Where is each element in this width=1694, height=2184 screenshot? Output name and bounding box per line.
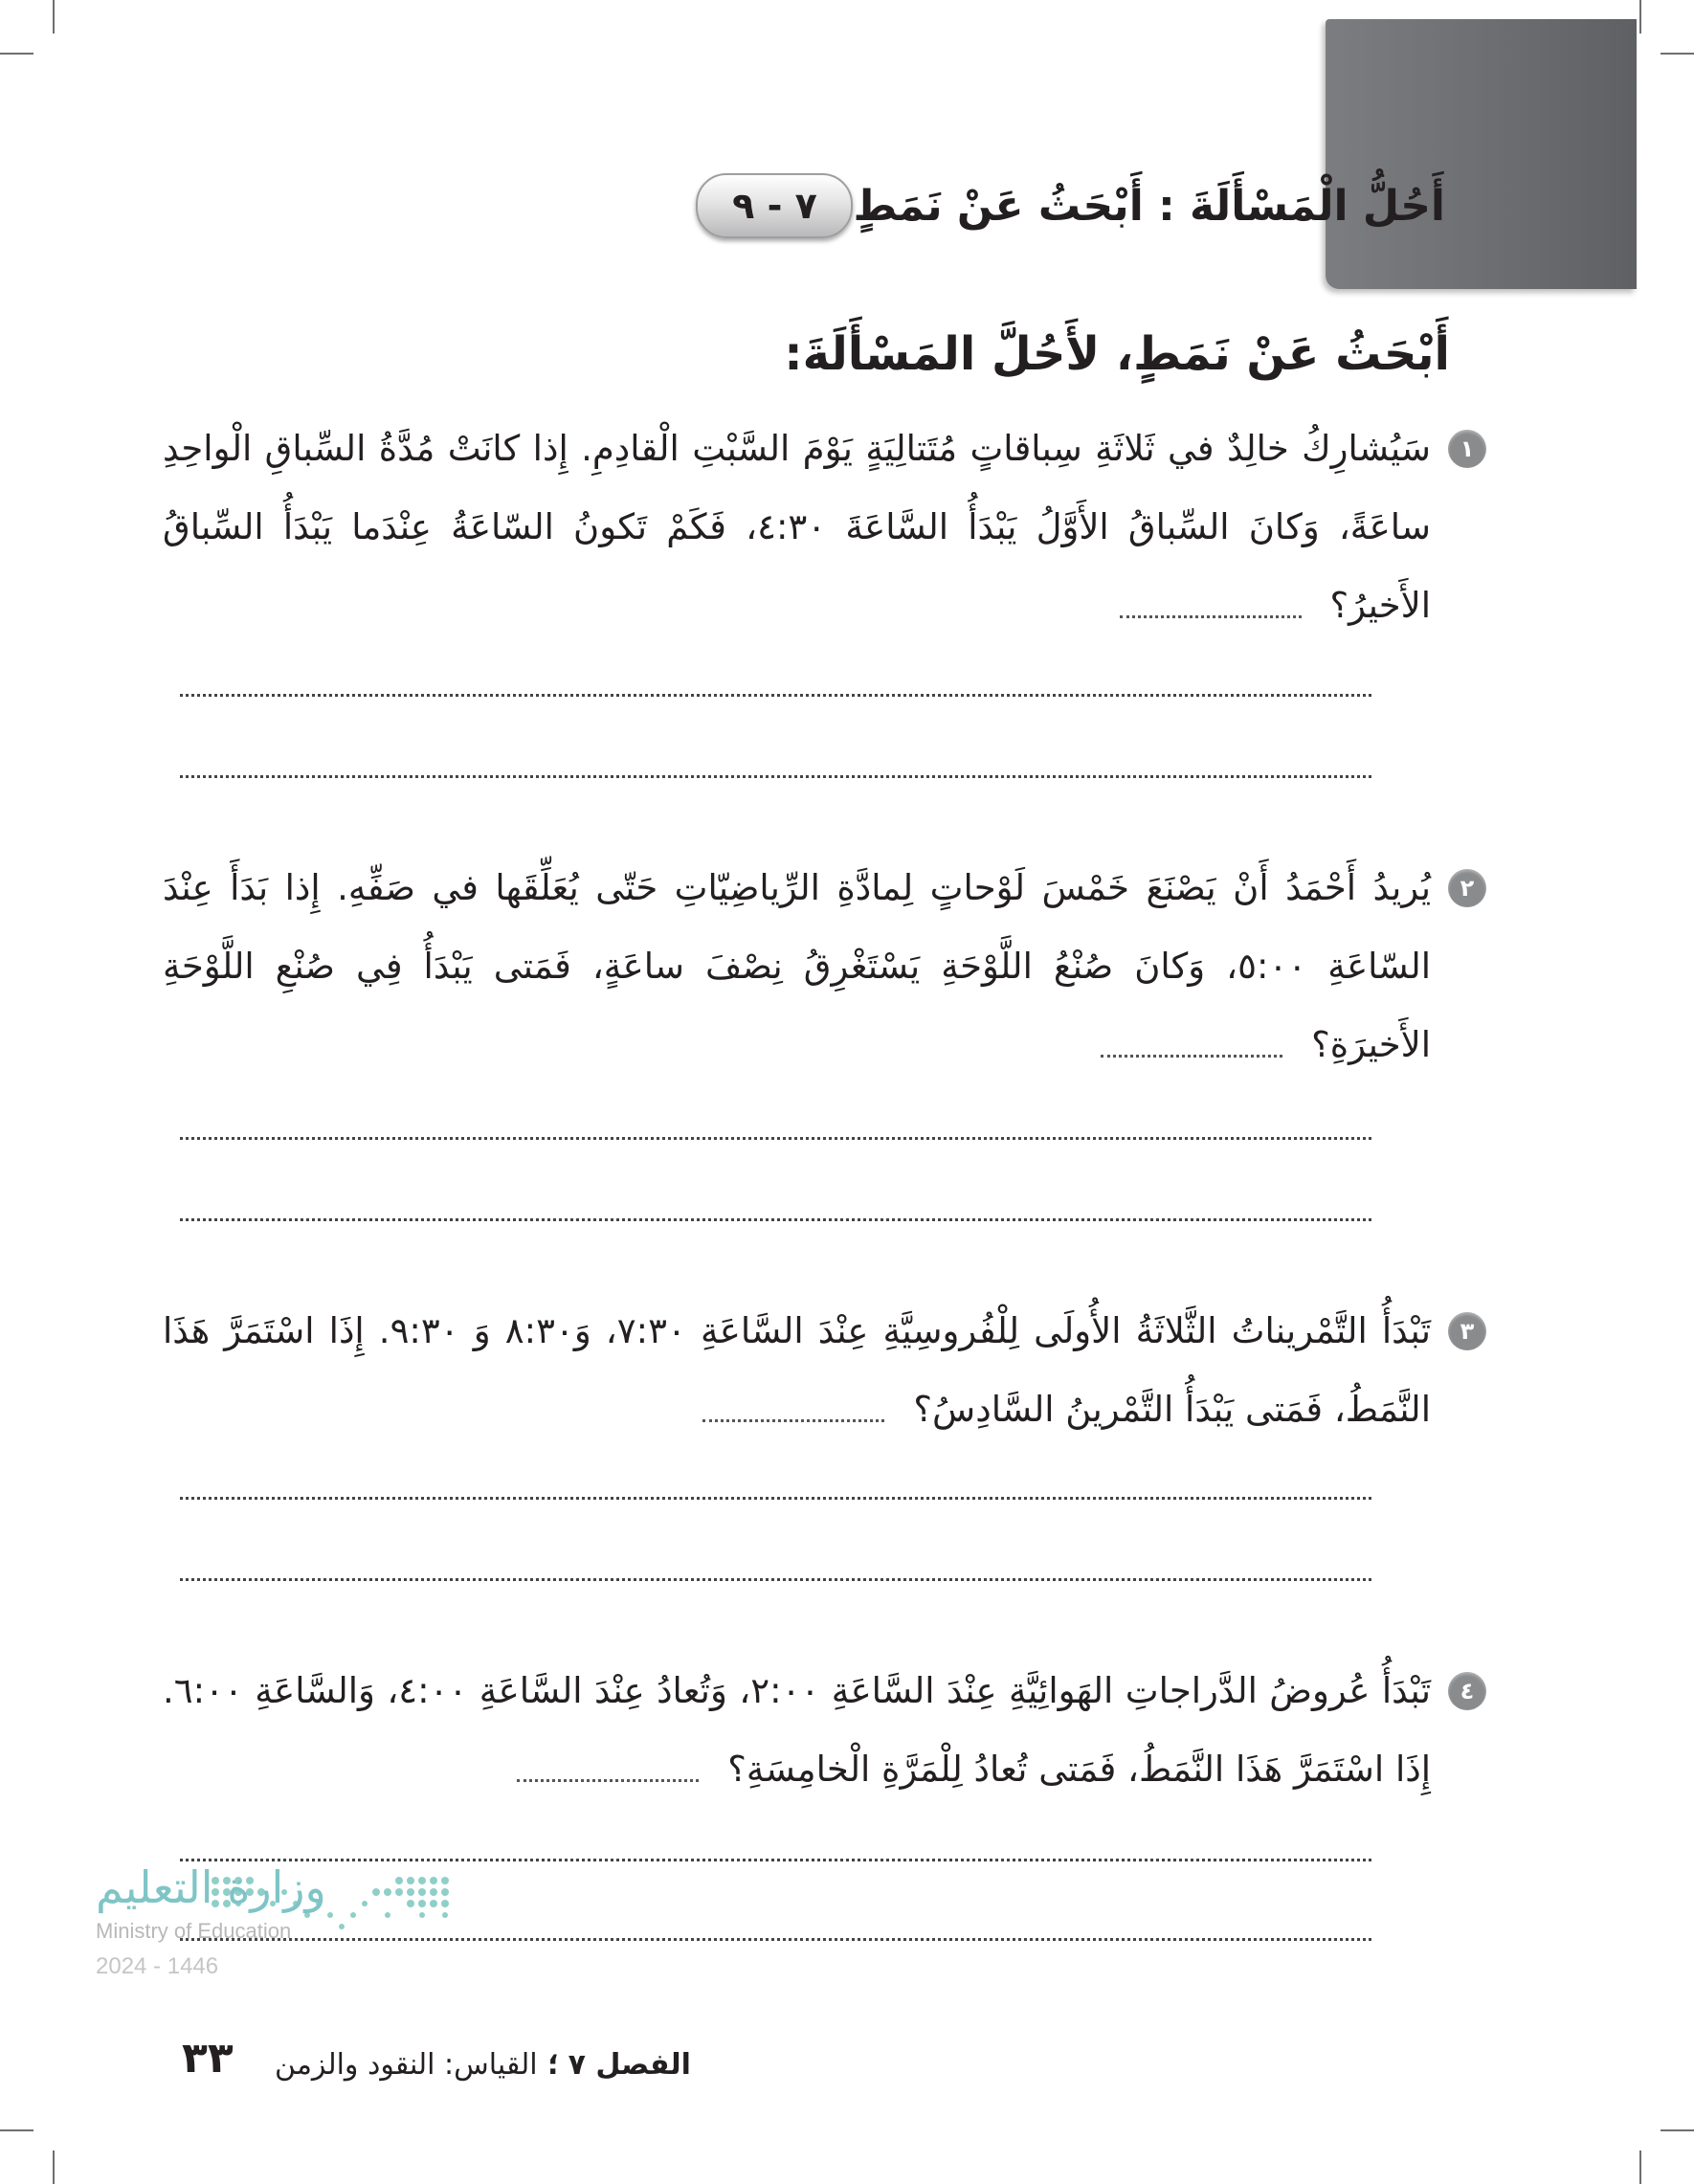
footer-separator: ؛	[537, 2048, 560, 2082]
inline-answer-blank[interactable]	[1120, 596, 1302, 618]
chapter-label: الفصل ٧	[568, 2048, 691, 2082]
answer-line[interactable]	[180, 1938, 1371, 1941]
inline-answer-blank[interactable]	[517, 1760, 699, 1782]
lesson-header	[669, 177, 1445, 234]
problem-text: تَبْدَأُ عُروضُ الدَّراجاتِ الهَوائِيَّةِ عِنْدَ السَّاعَةِ ٢:٠٠، وَتُعادُ عِنْدَ السَّاعَةِ ٤:٠٠، وَالسَّاعَةِ ٦:٠٠. إِذَا اسْتَمَرَّ هَذَا النَّمَطُ، فَمَتى تُعادُ لِلْمَرَّةِ الْخامِسَةِ؟	[163, 1670, 1431, 1790]
page-number: ٣٣	[182, 2034, 234, 2083]
problem-2	[163, 849, 1483, 1084]
lesson-number-badge: ٧ - ٩	[696, 173, 853, 238]
answer-line[interactable]	[180, 694, 1371, 697]
ministry-arabic-name: وزارة التعليم	[96, 1861, 326, 1913]
chapter-title: القياس: النقود والزمن	[275, 2048, 538, 2082]
section-heading: أَبْحَثُ عَنْ نَمَطٍ، لأَحُلَّ المَسْأَلَةَ:	[784, 327, 1450, 381]
answer-line[interactable]	[180, 1218, 1371, 1221]
inline-answer-blank[interactable]	[1101, 1036, 1282, 1058]
problem-text: يُريدُ أَحْمَدُ أَنْ يَصْنَعَ خَمْسَ لَوْحاتٍ لِمادَّةِ الرِّياضِيّاتِ حَتّى يُعَلِّقَها في صَفِّهِ. إِذا بَدَأَ عِنْدَ السّاعَةِ ٥:٠٠، وَكانَ صُنْعُ اللَّوْحَةِ يَسْتَغْرِقُ نِصْفَ ساعَةٍ، فَمَتى يَبْدَأُ فِي صُنْعِ اللَّوْحَةِ الأَخيرَةِ؟	[163, 867, 1432, 1065]
crop-mark	[53, 2151, 55, 2184]
corner-tab	[1326, 19, 1637, 289]
ministry-english-name: Ministry of Education	[96, 1919, 292, 1943]
problem-number-badge: ٢	[1448, 869, 1486, 907]
answer-line[interactable]	[180, 1497, 1371, 1500]
problem-3	[163, 1292, 1483, 1449]
problem-number-badge: ١	[1448, 430, 1486, 468]
problem-number-badge: ٣	[1448, 1312, 1486, 1350]
ministry-watermark	[96, 1861, 345, 1980]
crop-mark	[0, 53, 33, 55]
inline-answer-blank[interactable]	[702, 1400, 884, 1422]
crop-mark	[1639, 2151, 1641, 2184]
crop-mark	[0, 2129, 33, 2131]
crop-mark	[1661, 2129, 1694, 2131]
answer-line[interactable]	[180, 1859, 1371, 1861]
problem-text: تَبْدَأُ التَّمْريناتُ الثَّلاثَةُ الأُولَى لِلْفُروسِيَّةِ عِنْدَ السَّاعَةِ ٧:٣٠، وَ٨:٣٠ وَ ٩:٣٠. إِذَا اسْتَمَرَّ هَذَا النَّمَطُ، فَمَتى يَبْدَأُ التَّمْرينُ السَّادِسُ؟	[163, 1310, 1432, 1430]
answer-line[interactable]	[180, 1137, 1371, 1140]
crop-mark	[1639, 0, 1641, 33]
problem-1	[163, 410, 1483, 645]
answer-line[interactable]	[180, 1578, 1371, 1581]
problem-4	[163, 1652, 1483, 1809]
problem-number-badge: ٤	[1448, 1672, 1486, 1710]
chapter-footer	[275, 2048, 691, 2082]
crop-mark	[1661, 53, 1694, 55]
answer-line[interactable]	[180, 775, 1371, 778]
problem-text: سَيُشارِكُ خالِدٌ في ثَلاثَةِ سِباقاتٍ مُتَتالِيَةٍ يَوْمَ السَّبْتِ الْقادِمِ. إِذا كانَتْ مُدَّةُ السِّباقِ الْواحِدِ ساعَةً، وَكانَ السِّباقُ الأَوَّلُ يَبْدَأُ السَّاعَةَ ٤:٣٠، فَكَمْ تَكونُ السّاعَةُ عِنْدَما يَبْدَأُ السِّباقُ الأَخيرُ؟	[163, 428, 1431, 626]
crop-mark	[53, 0, 55, 33]
lesson-title: أَحُلُّ الْمَسْأَلَةَ : أَبْحَثُ عَنْ نَمَطٍ	[853, 181, 1445, 231]
ministry-year: 2024 - 1446	[96, 1953, 219, 1979]
